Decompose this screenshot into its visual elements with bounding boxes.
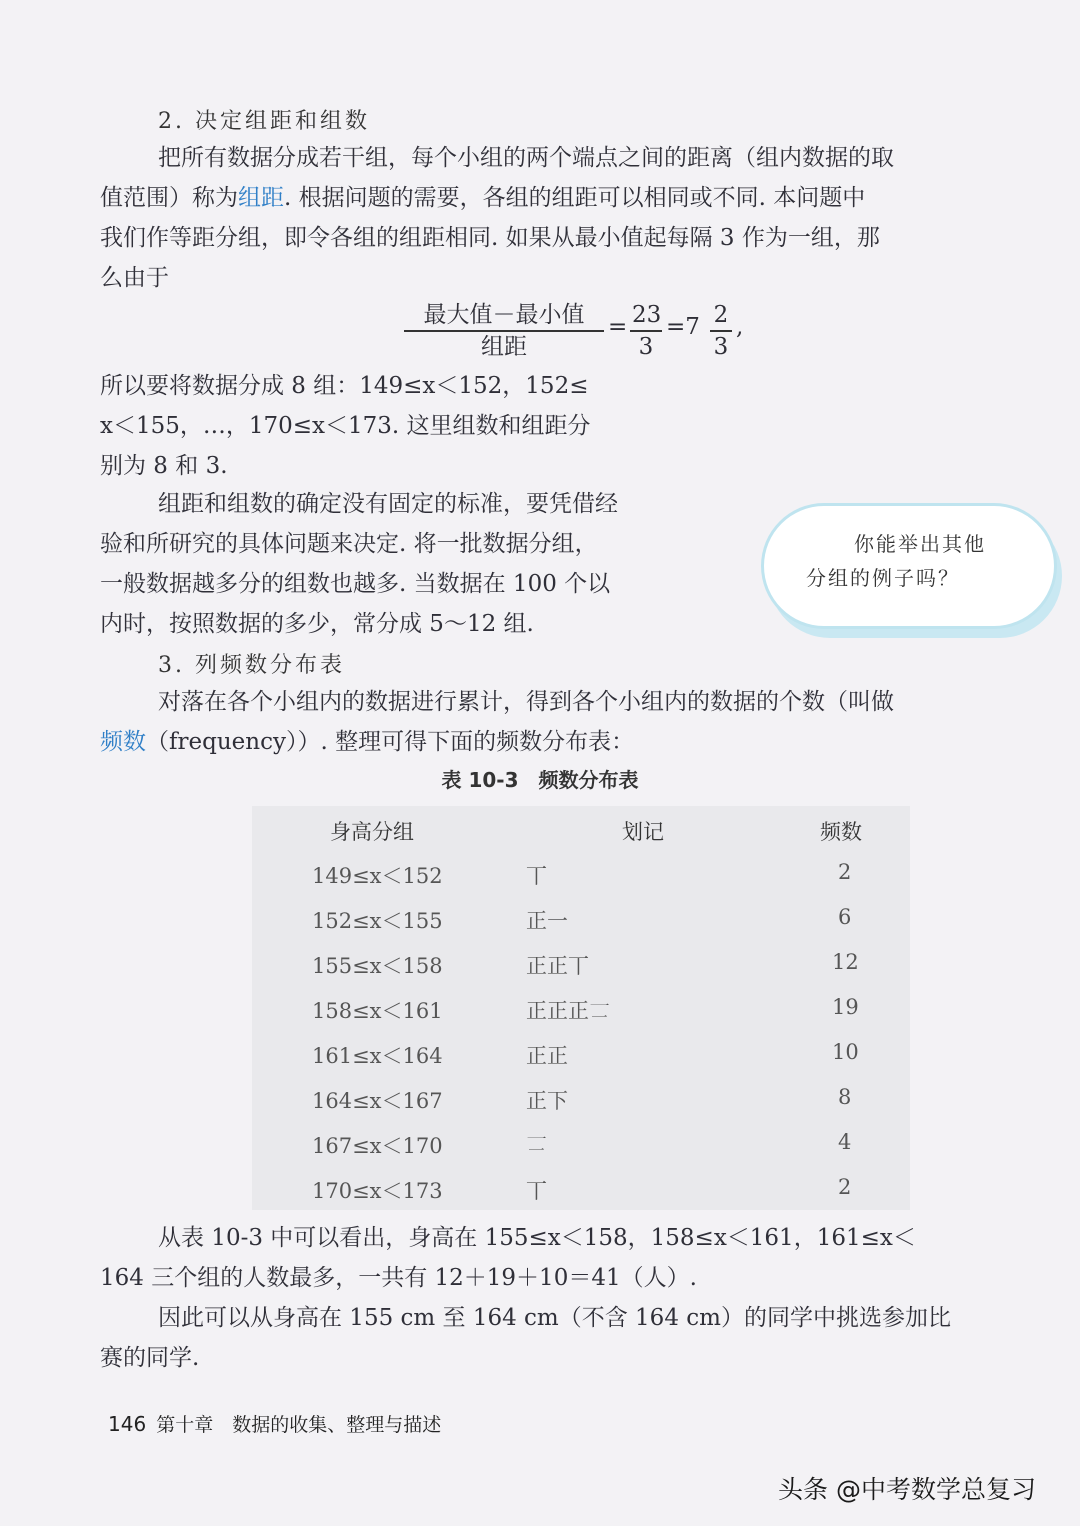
table-row xyxy=(252,1169,910,1214)
cell-tally: 正正 xyxy=(526,1044,568,1068)
cloud-text-line: 分组的例子吗？ xyxy=(806,566,960,590)
paragraph-line: 组距和组数的确定没有固定的标准，要凭借经 xyxy=(158,491,618,517)
cell-group: 170≤x＜173 xyxy=(312,1179,443,1203)
cell-tally: 𠄟 xyxy=(526,1132,547,1156)
paragraph-line: 164 三个组的人数最多，一共有 12＋19＋10＝41（人）. xyxy=(100,1265,697,1291)
cell-group: 152≤x＜155 xyxy=(312,909,443,933)
cell-tally: 正一 xyxy=(526,909,568,933)
paragraph-line: 从表 10-3 中可以看出，身高在 155≤x＜158，158≤x＜161，161≤x＜ xyxy=(158,1225,916,1251)
paragraph-line: 赛的同学. xyxy=(100,1345,200,1371)
cell-group: 167≤x＜170 xyxy=(312,1134,443,1158)
text-span: （frequency））. 整理可得下面的频数分布表： xyxy=(146,729,635,755)
term-group-width: 组距 xyxy=(238,185,284,211)
equals-sign: = xyxy=(608,314,628,340)
equals-seven: =7 xyxy=(666,314,700,340)
paragraph-line: 验和所研究的具体问题来决定. 将一批数据分组， xyxy=(100,531,598,557)
cell-tally: 丅 xyxy=(526,1179,547,1203)
fraction-2-over-3 xyxy=(710,300,732,362)
thought-cloud xyxy=(764,506,1054,626)
table-row xyxy=(252,1079,910,1124)
cloud-text-line: 你能举出其他 xyxy=(854,532,986,556)
term-frequency: 频数 xyxy=(100,729,146,755)
cell-group: 158≤x＜161 xyxy=(312,999,443,1023)
paragraph-line: 一般数据越多分的组数也越多. 当数据在 100 个以 xyxy=(100,571,611,597)
cell-tally: 丅 xyxy=(526,864,547,888)
paragraph-line: 对落在各个小组内的数据进行累计，得到各个小组内的数据的个数（叫做 xyxy=(158,689,894,715)
paragraph-line: 因此可以从身高在 155 cm 至 164 cm（不含 164 cm）的同学中挑选参加比 xyxy=(158,1305,951,1331)
section-heading-frequency-table: 3. 列频数分布表 xyxy=(158,653,345,678)
page-footer xyxy=(108,1410,441,1437)
cell-tally: 正正正𠄟 xyxy=(526,999,610,1023)
paragraph-line: x＜155，…，170≤x＜173. 这里组数和组距分 xyxy=(100,413,591,439)
fraction-denominator: 组距 xyxy=(481,334,527,360)
fraction-numerator: 2 xyxy=(710,300,732,332)
fraction-denominator: 3 xyxy=(638,334,654,360)
fraction-23-over-3 xyxy=(630,300,662,362)
cell-tally: 正下 xyxy=(526,1089,568,1113)
cell-group: 155≤x＜158 xyxy=(312,954,443,978)
cell-group: 164≤x＜167 xyxy=(312,1089,443,1113)
cell-frequency: 19 xyxy=(832,995,859,1019)
cell-frequency: 6 xyxy=(838,905,852,929)
table-row xyxy=(252,944,910,989)
paragraph-line: 我们作等距分组，即令各组的组距相同. 如果从最小值起每隔 3 作为一组，那 xyxy=(100,225,880,251)
table-row xyxy=(252,1034,910,1079)
paragraph-line: 内时，按照数据的多少，常分成 5～12 组. xyxy=(100,611,534,637)
cell-group: 149≤x＜152 xyxy=(312,864,443,888)
table-row xyxy=(252,899,910,944)
column-header-group: 身高分组 xyxy=(330,820,414,844)
chapter-title: 第十章 数据的收集、整理与描述 xyxy=(156,1414,442,1436)
table-caption: 表 10-3 频数分布表 xyxy=(441,768,639,792)
fraction-numerator: 最大值－最小值 xyxy=(404,300,604,332)
section-heading-group-width: 2. 决定组距和组数 xyxy=(158,109,370,134)
table-row xyxy=(252,1124,910,1169)
cell-group: 161≤x＜164 xyxy=(312,1044,443,1068)
paragraph-line: 么由于 xyxy=(100,265,169,291)
frequency-table xyxy=(252,806,910,1210)
table-row xyxy=(252,854,910,899)
cell-frequency: 10 xyxy=(832,1040,859,1064)
text-span: . 根据问题的需要，各组的组距可以相同或不同. 本问题中 xyxy=(284,185,866,211)
table-row xyxy=(252,989,910,1034)
paragraph-line: 别为 8 和 3. xyxy=(100,453,228,479)
watermark: 头条 @中考数学总复习 xyxy=(778,1475,1036,1504)
paragraph-line xyxy=(100,722,634,762)
column-header-tally: 划记 xyxy=(622,820,664,844)
cell-tally: 正正丅 xyxy=(526,954,589,978)
cell-frequency: 12 xyxy=(832,950,859,974)
fraction-numerator: 23 xyxy=(630,300,662,332)
fraction-denominator: 3 xyxy=(713,334,729,360)
cell-frequency: 8 xyxy=(838,1085,852,1109)
cell-frequency: 2 xyxy=(838,1175,852,1199)
cell-frequency: 4 xyxy=(838,1130,852,1154)
page-number: 146 xyxy=(108,1412,147,1436)
column-header-frequency: 频数 xyxy=(820,820,862,844)
cell-frequency: 2 xyxy=(838,860,852,884)
text-span: 值范围）称为 xyxy=(100,185,238,211)
formula xyxy=(404,300,764,364)
paragraph-line: 所以要将数据分成 8 组：149≤x＜152，152≤ xyxy=(100,373,589,399)
comma: , xyxy=(736,314,744,340)
paragraph-line: 把所有数据分成若干组，每个小组的两个端点之间的距离（组内数据的取 xyxy=(158,145,894,171)
fraction-range-over-width xyxy=(404,300,604,362)
paragraph-line xyxy=(100,178,865,218)
